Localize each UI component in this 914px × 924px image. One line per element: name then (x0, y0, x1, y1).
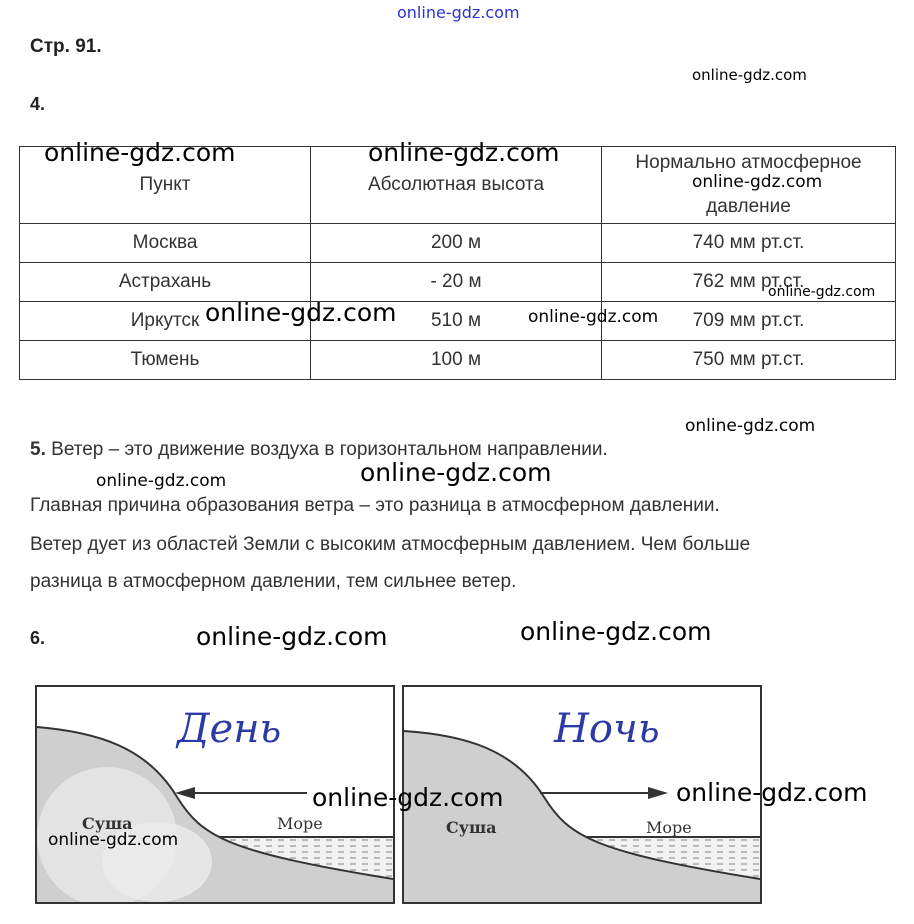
cell-height: 510 м (311, 302, 602, 341)
watermark: online-gdz.com (368, 138, 560, 167)
watermark: online-gdz.com (205, 298, 397, 327)
header-cell-city: Пункт (20, 147, 311, 224)
cell-city: Астрахань (20, 263, 311, 302)
cell-height: - 20 м (311, 263, 602, 302)
task5-line4: разница в атмосферном давлении, тем сильнее ветер. (30, 571, 517, 592)
watermark: online-gdz.com (360, 458, 552, 487)
watermark: online-gdz.com (692, 172, 823, 192)
cell-pressure: 762 мм рт.ст. (602, 263, 896, 302)
cell-pressure: 740 мм рт.ст. (602, 224, 896, 263)
cell-city: Москва (20, 224, 311, 263)
watermark-top: online-gdz.com (397, 3, 520, 22)
day-land-label: Суша (82, 814, 133, 833)
night-title: Ночь (554, 706, 660, 752)
watermark: online-gdz.com (528, 307, 659, 327)
header-cell-height: Абсолютная высота (311, 147, 602, 224)
page-title: Стр. 91. (30, 36, 102, 57)
task-number-6: 6. (30, 628, 46, 648)
watermark: online-gdz.com (692, 66, 807, 84)
table-row (20, 302, 896, 341)
cell-pressure: 750 мм рт.ст. (602, 341, 896, 380)
task5-line1: 5. Ветер – это движение воздуха в горизонтальном направлении. (30, 439, 608, 460)
arrow-right-icon (648, 787, 668, 799)
day-sea-label: Море (277, 814, 323, 833)
cell-city: Тюмень (20, 341, 311, 380)
watermark: online-gdz.com (520, 617, 712, 646)
watermark: online-gdz.com (44, 138, 236, 167)
cell-city: Иркутск (20, 302, 311, 341)
table-row (20, 341, 896, 380)
task5-line2: Главная причина образования ветра – это разница в атмосферном давлении. (30, 495, 720, 516)
watermark: online-gdz.com (312, 783, 504, 812)
task5-line3: Ветер дует из областей Земли с высоким атмосферным давлением. Чем больше (30, 534, 751, 555)
watermark: online-gdz.com (196, 622, 388, 651)
day-title: День (177, 706, 282, 752)
watermark: online-gdz.com (768, 284, 876, 300)
watermark: online-gdz.com (48, 830, 179, 850)
watermark: online-gdz.com (96, 471, 227, 491)
watermark: online-gdz.com (676, 778, 868, 807)
night-sea-label: Море (646, 818, 692, 837)
cell-height: 100 м (311, 341, 602, 380)
header-cell-pressure: Нормально атмосферное давление (602, 147, 896, 224)
land-slope (404, 731, 760, 902)
watermark: online-gdz.com (685, 416, 816, 436)
night-land-label: Суша (446, 818, 497, 837)
task-number-4: 4. (30, 94, 46, 114)
cell-height: 200 м (311, 224, 602, 263)
table-row (20, 224, 896, 263)
cell-pressure: 709 мм рт.ст. (602, 302, 896, 341)
task-number-5: 5. (30, 439, 46, 460)
table-row (20, 263, 896, 302)
